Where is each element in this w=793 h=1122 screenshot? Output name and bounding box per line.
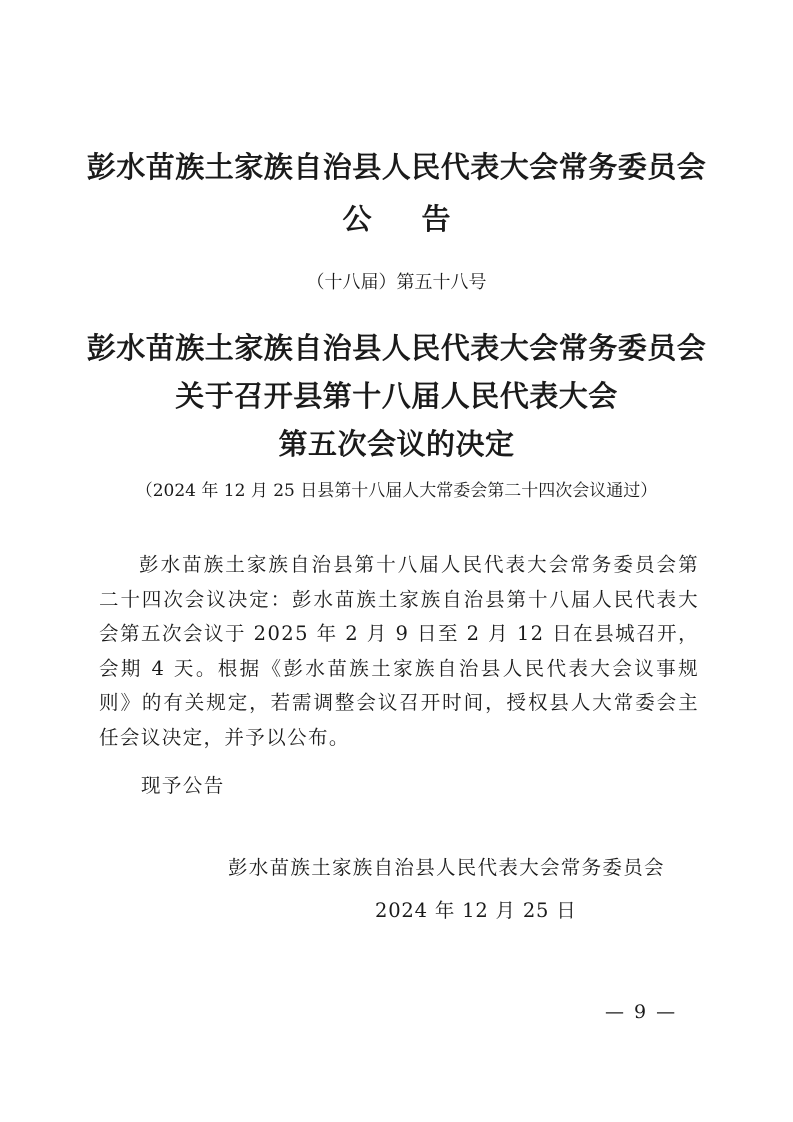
adoption-note: （2024 年 12 月 25 日县第十八届人大常委会第二十四次会议通过） <box>135 481 658 501</box>
signature-issuer: 彭水苗族土家族自治县人民代表大会常务委员会 <box>228 856 665 879</box>
issuer-title: 彭水苗族土家族自治县人民代表大会常务委员会 <box>86 150 707 184</box>
document-number: （十八届）第五十八号 <box>306 272 487 293</box>
closing-statement: 现予公告 <box>141 774 225 797</box>
page-number: — 9 — <box>605 1001 678 1023</box>
notice-title-char-1: 公 <box>342 202 372 236</box>
signature-date: 2024 年 12 月 25 日 <box>375 899 577 922</box>
notice-title-char-2: 告 <box>421 202 451 236</box>
body-paragraph: 彭水苗族土家族自治县第十八届人民代表大会常务委员会第二十四次会议决定：彭水苗族土家族自治县第十八届人民代表大会第五次会议于 2025 年 2 月 9 日至 2 月 12 日在县城召开，会期 4 天。根据《彭水苗族土家族自治县人民代表大会议事规则》的有关规定，若需调整会议召开时间，授权县人大常委会主任会议决定，并予以公布。 <box>99 553 699 749</box>
decision-title-line-2: 关于召开县第十八届人民代表大会 <box>175 379 618 413</box>
decision-title-line-1: 彭水苗族土家族自治县人民代表大会常务委员会 <box>86 331 707 365</box>
decision-title-line-3: 第五次会议的决定 <box>278 427 515 461</box>
notice-title <box>0 202 793 236</box>
